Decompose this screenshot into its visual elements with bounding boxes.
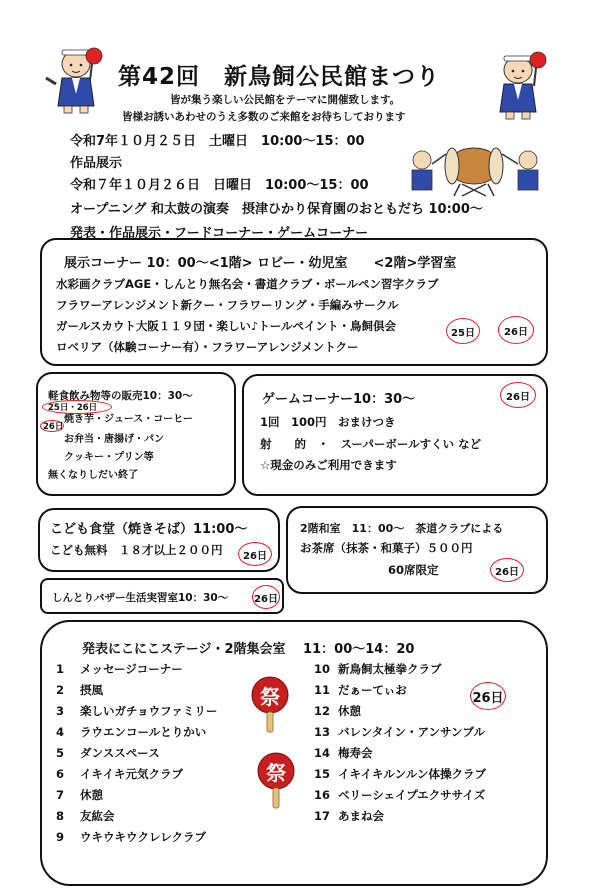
kids-heading: こども食堂（焼きそば）11:00～ [50, 522, 248, 537]
kids-price: こども無料 １８才以上２００円 [50, 543, 223, 557]
event-subtitle: 皆が集う楽しい公民館をテーマに開催致します。 [170, 94, 401, 106]
fan-text: 祭 [266, 761, 286, 785]
day2-content: 発表・作品展示・フードコーナー・ゲームコーナー [70, 226, 369, 241]
exhibit-item: ロベリア（体験コーナー有）・フラワーアレンジメントクー [56, 340, 359, 354]
bazaar-label: しんとりバザー生活実習室10：30～ [52, 592, 229, 604]
day1-date: 令和7年１０月２５日 土曜日 10:00～15：00 [70, 134, 365, 149]
date-badge-26: 26日 [238, 542, 272, 566]
game-heading: ゲームコーナー10：30～ [262, 392, 416, 407]
bazaar-section [40, 578, 284, 614]
food-badge-26: 26日 [43, 422, 64, 432]
tea-ceremony-section [286, 506, 548, 594]
stage-item: 14 梅寿会 [314, 745, 373, 760]
exhibit-list [56, 274, 438, 358]
tea-price: お茶席（抹茶・和菓子）５００円 [300, 541, 473, 555]
stage-item: 13 バレンタイン・アンサンブル [314, 724, 486, 739]
food-sales-section [36, 372, 236, 496]
tea-heading: 2階和室 11：00～ 茶道クラブによる [300, 522, 504, 535]
food-item: クッキー・プリン等 [64, 452, 154, 463]
event-invitation: 皆様お誘いあわせのうえ多数のご来館をお待ちしております [122, 111, 406, 123]
kids-cafeteria-section [38, 508, 280, 572]
date-badge-25: 25日 [446, 318, 480, 344]
food-badge-both: 25日・26日 [48, 403, 98, 413]
day1-content: 作品展示 [70, 156, 123, 171]
opening-line: オープニング 和太鼓の演奏 摂津ひかり保育園のおともだち 10:00～ [70, 202, 483, 217]
stage-item: 7 休憩 [56, 787, 103, 802]
game-activities: 射 的 ・ スーパーボールすくい など [260, 437, 482, 451]
exhibit-heading: 展示コーナー 10：00～<1階> ロビー・幼児室 <2階>学習室 [64, 256, 457, 271]
food-note: 無くなりしだい終了 [48, 470, 138, 481]
stage-item: 1 メッセージコーナー [56, 661, 183, 676]
stage-item: 15 イキイキルンルン体操クラブ [314, 766, 487, 781]
game-section [242, 374, 548, 496]
tea-limit: 60席限定 [388, 563, 439, 577]
food-heading: 軽食飲み物等の販売10：30～ [48, 390, 193, 402]
exhibit-item: 水彩画クラブAGE・しんとり無名会・書道クラブ・ボールペン習字クラブ [56, 277, 439, 291]
stage-item: 9 ウキウキウクレレクラブ [56, 829, 206, 844]
exhibit-item: フラワーアレンジメント新クー・フラワーリング・手編みサークル [56, 298, 399, 312]
stage-program-left [56, 658, 217, 847]
date-badge-26: 26日 [470, 682, 506, 710]
date-badge-26: 26日 [500, 382, 536, 408]
festival-child-illustration-left [42, 44, 104, 114]
date-badge-26: 26日 [498, 316, 534, 344]
stage-item: 12 休憩 [314, 703, 361, 718]
festival-fan-icon [250, 676, 290, 738]
stage-item: 4 ラウエンコールとりかい [56, 724, 207, 739]
stage-heading: 発表にこにこステージ・2階集会室 11：00～14：20 [82, 642, 415, 657]
stage-program-right [314, 658, 486, 826]
stage-item: 11 だぁーてぃお [314, 682, 407, 697]
stage-section [40, 620, 548, 886]
food-item: お弁当・唐揚げ・パン [64, 434, 164, 445]
exhibit-item: ガールスカウト大阪１１９団・楽しい♪トールペイント・鳥飼倶会 [56, 319, 397, 333]
game-price: 1回 100円 おまけつき [260, 415, 396, 429]
date-badge-26: 26日 [490, 558, 524, 582]
event-title: 第42回 新鳥飼公民館まつり [118, 64, 441, 90]
food-item: 焼き芋・ジュース・コーヒー [64, 414, 193, 425]
stage-item: 17 あまね会 [314, 808, 384, 823]
stage-item: 5 ダンススペース [56, 745, 160, 760]
festival-child-illustration-right [490, 50, 552, 120]
date-badge-26: 26日 [252, 585, 280, 609]
fan-text: 祭 [260, 685, 280, 709]
stage-item: 2 摂風 [56, 682, 103, 697]
stage-item: 3 楽しいガチョウファミリー [56, 703, 218, 718]
day2-date: 令和７年１０月２６日 日曜日 10:00～15：00 [70, 178, 369, 193]
taiko-drum-illustration [402, 140, 552, 198]
stage-item: 8 友紘会 [56, 808, 115, 823]
stage-item: 16 ベリーシェイプエクササイズ [314, 787, 486, 802]
festival-fan-icon [256, 752, 296, 814]
exhibit-section [40, 238, 548, 366]
stage-item: 6 イキイキ元気クラブ [56, 766, 184, 781]
stage-item: 10 新鳥飼太極拳クラブ [314, 661, 442, 676]
game-cash-note: ☆現金のみご利用できます [260, 458, 397, 472]
